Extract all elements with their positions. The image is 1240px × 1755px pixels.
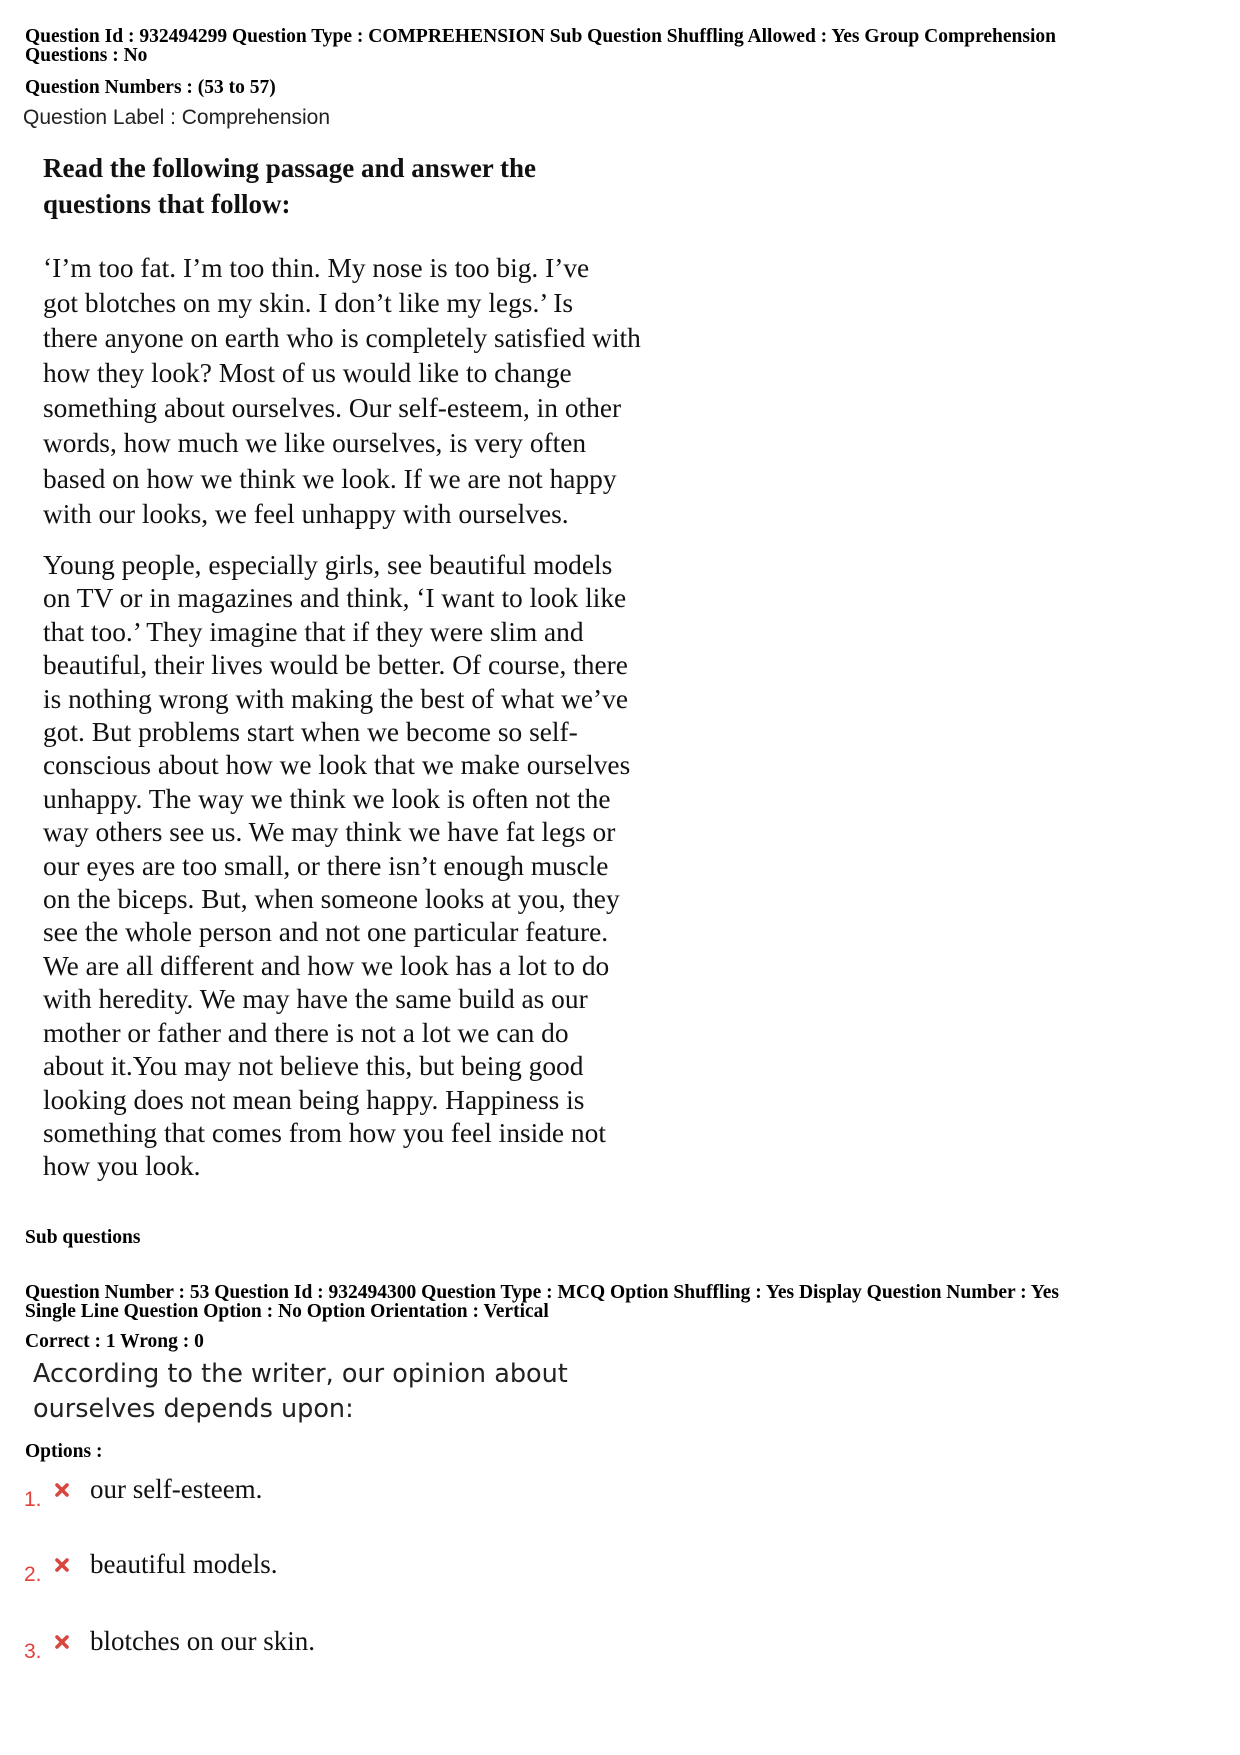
passage-line: on TV or in magazines and think, ‘I want to look like xyxy=(43,583,627,614)
passage-line: with our looks, we feel unhappy with ourselves. xyxy=(43,498,569,529)
option-number: 1. xyxy=(24,1488,42,1511)
passage-line: based on how we think we look. If we are not happy xyxy=(43,463,617,494)
passage-line: is nothing wrong with making the best of what we’ve xyxy=(43,683,628,714)
passage-paragraph-2 xyxy=(43,549,630,1184)
passage-line: with heredity. We may have the same build as our xyxy=(43,984,588,1015)
passage-line: on the biceps. But, when someone looks at you, they xyxy=(43,884,620,915)
passage-line: unhappy. The way we think we look is often not the xyxy=(43,783,611,814)
option-text: our self-esteem. xyxy=(90,1474,263,1504)
passage-line: way others see us. We may think we have fat legs or xyxy=(43,817,616,848)
passage-heading xyxy=(43,150,723,222)
passage-image-text xyxy=(43,150,723,1182)
passage-line: how you look. xyxy=(43,1151,201,1182)
sub-question-meta-line-2: Single Line Question Option : No Option Orientation : Vertical xyxy=(25,1301,549,1322)
options-label: Options : xyxy=(25,1441,103,1462)
passage-line: something that comes from how you feel inside not xyxy=(43,1117,606,1148)
wrong-cross-icon xyxy=(54,1557,70,1573)
passage-line: see the whole person and not one particular feature. xyxy=(43,917,609,948)
passage-line: something about ourselves. Our self-esteem, in other xyxy=(43,393,622,424)
wrong-cross-icon xyxy=(54,1482,70,1498)
question-label: Question Label : Comprehension xyxy=(23,106,331,129)
sub-question-meta-line-1: Question Number : 53 Question Id : 932494300 Question Type : MCQ Option Shuffling : Yes Display Question Number : Yes xyxy=(25,1282,1059,1303)
passage-line: beautiful, their lives would be better. Of course, there xyxy=(43,650,628,681)
passage-line: looking does not mean being happy. Happiness is xyxy=(43,1084,585,1115)
passage-line: how they look? Most of us would like to change xyxy=(43,358,572,389)
question-numbers: Question Numbers : (53 to 57) xyxy=(25,77,276,98)
option-number: 2. xyxy=(24,1563,42,1586)
question-line: ourselves depends upon: xyxy=(33,1394,354,1424)
wrong-cross-icon xyxy=(54,1634,70,1650)
passage-line: conscious about how we look that we make ourselves xyxy=(43,750,631,781)
sub-questions-label: Sub questions xyxy=(25,1227,141,1248)
header-meta-line-2: Questions : No xyxy=(25,45,148,66)
question-text xyxy=(33,1357,568,1427)
option-text: beautiful models. xyxy=(90,1549,278,1579)
option-number: 3. xyxy=(24,1640,42,1663)
passage-line: that too.’ They imagine that if they were slim and xyxy=(43,616,584,647)
passage-line: there anyone on earth who is completely satisfied with xyxy=(43,323,641,354)
passage-line: mother or father and there is not a lot we can do xyxy=(43,1017,569,1048)
header-meta-line-1: Question Id : 932494299 Question Type : COMPREHENSION Sub Question Shuffling Allowed : Yes Group Comprehension xyxy=(25,26,1056,47)
passage-line: words, how much we like ourselves, is very often xyxy=(43,428,587,459)
passage-line: ‘I’m too fat. I’m too thin. My nose is too big. I’ve xyxy=(43,253,590,283)
option-text: blotches on our skin. xyxy=(90,1626,315,1656)
question-line: According to the writer, our opinion about xyxy=(33,1359,568,1389)
passage-line: got blotches on my skin. I don’t like my legs.’ Is xyxy=(43,288,574,319)
passage-line: We are all different and how we look has a lot to do xyxy=(43,950,610,981)
passage-line: about it.You may not believe this, but being good xyxy=(43,1051,584,1082)
passage-heading-line: questions that follow: xyxy=(43,189,291,219)
passage-paragraph-1 xyxy=(43,251,641,532)
passage-heading-line: Read the following passage and answer the xyxy=(43,153,537,183)
passage-line: got. But problems start when we become so self- xyxy=(43,717,578,748)
marks-info: Correct : 1 Wrong : 0 xyxy=(25,1331,204,1352)
passage-line: Young people, especially girls, see beautiful models xyxy=(43,550,613,580)
passage-line: our eyes are too small, or there isn’t enough muscle xyxy=(43,850,609,881)
